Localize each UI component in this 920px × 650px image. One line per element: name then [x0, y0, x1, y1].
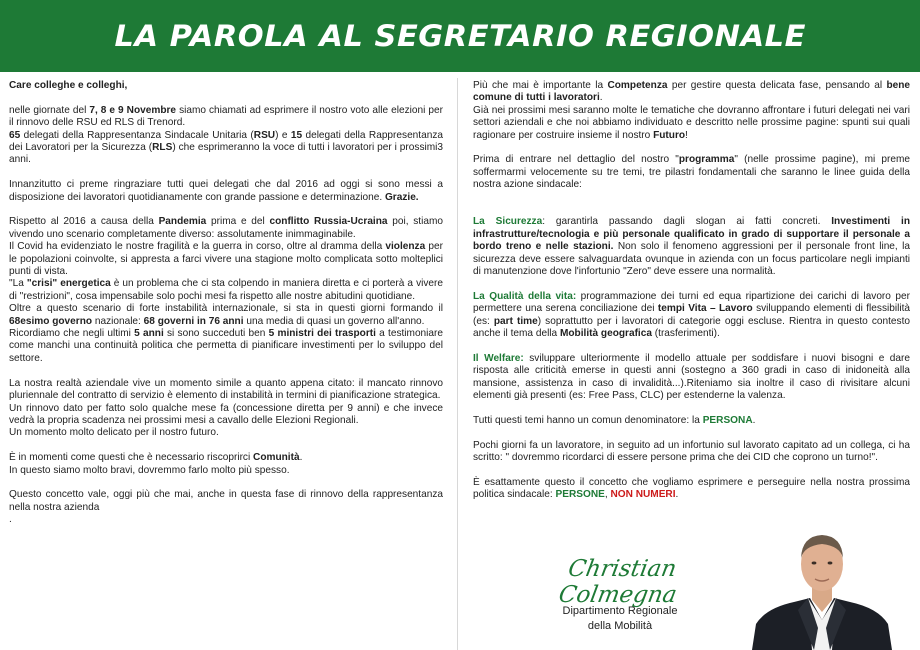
right-column	[473, 80, 910, 502]
page-title: LA PAROLA AL SEGRETARIO REGIONALE	[114, 19, 806, 53]
column-divider	[457, 78, 458, 650]
paragraph: Già nei prossimi mesi saranno molte le tematiche che dovranno affrontare i futuri delegati nei vari settori aziendali e che noi abbiamo individuato e descritto nelle prossime pagine: spunti sui quali ragionare per costruire insieme il nostro Futuro!	[473, 104, 910, 141]
welfare-paragraph: Il Welfare: sviluppare ulteriormente il modello attuale per soddisfare i nuovi bisogni e dare risposta alle criticità emerse in questi anni (sostegno a 360 gradi in caso di inidoneità alla mansione, assistenza in caso di invalidità...).Riteniamo sia inoltre il caso di rivisitare alcuni elementi già presenti (es: Free Pass, CLC) per estenderne la valenza.	[473, 352, 910, 402]
paragraph: "La "crisi" energetica è un problema che ci sta colpendo in maniera diretta e ci porterà a vivere di "restrizioni", cosa impensabile solo pochi mesi fa rispetto alle nostre abitudini quotidiane.	[9, 278, 443, 302]
department-label: Dipartimento Regionale della Mobilità	[562, 605, 678, 632]
paragraph: Oltre a questo scenario di forte instabilità internazionale, si sta in questi giorni formando il 68esimo governo nazionale: 68 governi in 76 anni una media di quasi un governo all'anno.	[9, 303, 443, 327]
paragraph: .	[9, 514, 12, 526]
person-icon	[752, 528, 892, 650]
paragraph: 65 delegati della Rappresentanza Sindacale Unitaria (RSU) e 15 delegati della Rappresentanza dei Lavoratori per la Sicurezza (RLS) che esprimeranno la voce di tutti i lavoratori per i prossimi3 anni.	[9, 129, 443, 166]
paragraph: È esattamente questo il concetto che vogliamo esprimere e perseguire nella nostra prossima politica sindacale: PERSONE, NON NUMERI.	[473, 476, 910, 501]
qualita-paragraph: La Qualità della vita: programmazione dei turni ed equa ripartizione dei carichi di lavoro per permettere una serena conciliazione dei tempi Vita – Lavoro sviluppando elementi di flessibilità (es: part time) soprattutto per i lavoratori di categorie oggi escluse. Rientra in questo contesto anche il tema della Mobilità geografica (trasferimenti).	[473, 290, 910, 340]
paragraph: È in momenti come questi che è necessario riscoprirci Comunità.	[9, 452, 303, 464]
header-banner	[0, 0, 920, 72]
greeting: Care colleghe e colleghi,	[9, 80, 128, 91]
paragraph: Pochi giorni fa un lavoratore, in seguito ad un infortunio sul lavorato capitato ad un collega, ci ha scritto: " dovremmo ricordarci di essere persone prima che dei CID che coprono un turno!".	[473, 439, 910, 464]
portrait-photo	[752, 528, 892, 650]
sicurezza-paragraph: La Sicurezza: garantirla passando dagli slogan ai fatti concreti. Investimenti in infrastrutture/tecnologia e più personale qualificato in grado di supportare il personale a bordo treno e nelle stazioni. Non solo il fenomeno aggressioni per il personale front line, la sicurezza deve essere salvaguardata ovunque in azienda con un focus particolare negli impianti di manutenzione dove l'infortunio "Zero" deve essere una normalità.	[473, 216, 910, 278]
signature: Christian Colmegna	[556, 556, 679, 608]
paragraph: Innanzitutto ci preme ringraziare tutti quei delegati che dal 2016 ad oggi si sono messi a disposizione dei lavoratori quotidianamente con grande passione e determinazione. Grazie.	[9, 179, 443, 203]
paragraph: Il Covid ha evidenziato le nostre fragilità e la guerra in corso, oltre al dramma della violenza per le popolazioni coinvolte, si appresta a farci vivere una stagione molto complicata sotto molteplici punti di vista.	[9, 241, 443, 278]
paragraph: nelle giornate del 7, 8 e 9 Novembre siamo chiamati ad esprimere il nostro voto alle elezioni per il rinnovo delle RSU ed RLS di Trenord.	[9, 104, 444, 129]
paragraph: Più che mai è importante la Competenza per gestire questa delicata fase, pensando al bene comune di tutti i lavoratori.	[473, 80, 911, 104]
paragraph: Un rinnovo dato per fatto solo qualche mese fa (concessione diretta per 9 anni) e che invece vedrà la propria scadenza nei prossimi mesi a cavallo delle Elezioni Regionali.	[9, 402, 443, 426]
paragraph: Ricordiamo che negli ultimi 5 anni si sono succeduti ben 5 ministri dei trasporti a testimoniare come manchi una continuità politica che permetta di pianificare investimenti per lo sviluppo del settore.	[9, 328, 444, 364]
paragraph: Rispetto al 2016 a causa della Pandemia prima e del conflitto Russia-Ucraina poi, stiamo vivendo uno scenario completamente diverso: assolutamente inimmaginabile.	[9, 216, 443, 240]
paragraph: Un momento molto delicato per il nostro futuro.	[9, 427, 219, 439]
paragraph: In questo siamo molto bravi, dovremmo farlo molto più spesso.	[9, 464, 290, 476]
paragraph: Prima di entrare nel dettaglio del nostro "programma" (nelle prossime pagine), mi preme soffermarmi velocemente su tre temi, tre pilastri fondamentali che saranno le linee guida della nostra azione sindacale:	[473, 154, 910, 191]
left-column	[9, 80, 443, 527]
paragraph: La nostra realtà aziendale vive un momento simile a quanto appena citato: il mancato rinnovo pluriennale del contratto di servizio è elemento di instabilità in termini di pianificazione strategica.	[9, 377, 443, 402]
paragraph: Questo concetto vale, oggi più che mai, anche in questa fase di rinnovo della rappresentanza nella nostra azienda	[9, 489, 443, 513]
paragraph: Tutti questi temi hanno un comun denominatore: la PERSONA.	[473, 414, 756, 426]
